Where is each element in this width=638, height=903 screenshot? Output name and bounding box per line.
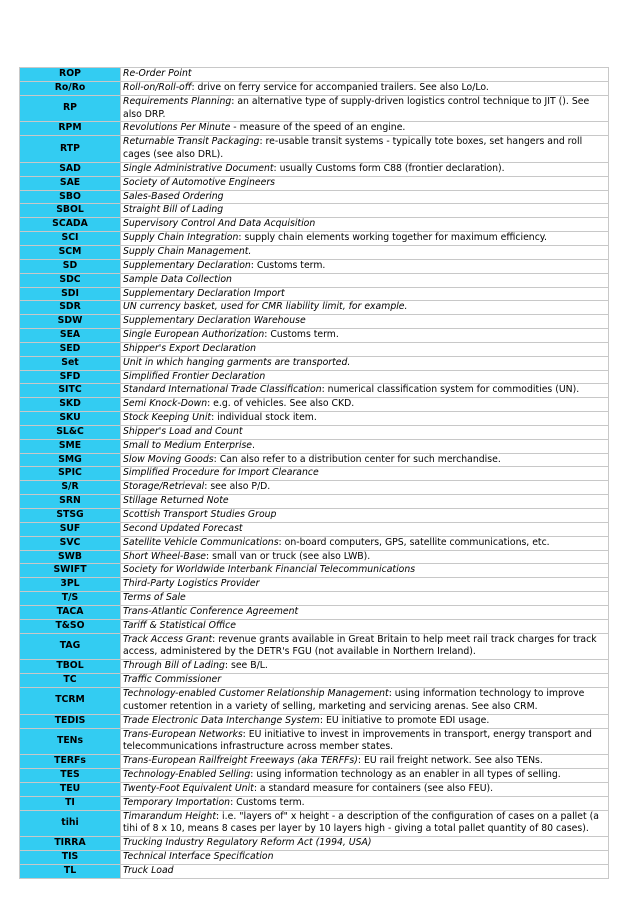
term-cell: TL [20, 864, 121, 878]
definition-name: Slow Moving Goods [123, 453, 214, 465]
definition-name: Terms of Sale [123, 592, 186, 604]
term-cell: SD [20, 259, 121, 273]
definition-name: Society for Worldwide Interbank Financial Telecommunications [123, 564, 416, 576]
term-cell: STSG [20, 509, 121, 523]
term-cell: SBO [20, 190, 121, 204]
definition-name: Requirements Planning [123, 95, 232, 107]
definition-cell [121, 605, 609, 619]
definition-cell [121, 176, 609, 190]
definition-name: Scottish Transport Studies Group [123, 509, 277, 520]
table-row [20, 81, 609, 95]
term-cell: RPM [20, 122, 121, 136]
term-cell: SBOL [20, 204, 121, 218]
definition-cell [121, 674, 609, 688]
definition-name: Standard International Trade Classification [123, 384, 322, 396]
table-row [20, 232, 609, 246]
definition-cell [121, 453, 609, 467]
term-cell: TIRRA [20, 837, 121, 851]
term-cell: SUF [20, 522, 121, 536]
definition-name: Temporary Importation [123, 796, 231, 808]
definition-name: Supplementary Declaration Warehouse [123, 315, 306, 327]
definition-text: : an alternative type of supply-driven logistics control technique to JIT (). See also DRP. [123, 95, 590, 120]
table-row [20, 755, 609, 769]
term-cell: SDI [20, 287, 121, 301]
definition-name: Returnable Transit Packaging [123, 136, 260, 148]
definition-cell [121, 755, 609, 769]
term-cell: RP [20, 95, 121, 122]
definition-text: : Can also refer to a distribution center for such merchandise. [213, 453, 501, 465]
table-row [20, 714, 609, 728]
definition-cell [121, 536, 609, 550]
definition-name: Third-Party Logistics Provider [123, 578, 260, 590]
definition-name: Sample Data Collection [123, 273, 232, 285]
definition-name: Single Administrative Document [123, 162, 274, 174]
definition-cell [121, 495, 609, 509]
definition-cell [121, 481, 609, 495]
table-row [20, 453, 609, 467]
definition-name: Society of Automotive Engineers [123, 176, 276, 188]
definition-cell [121, 68, 609, 82]
term-cell: TBOL [20, 660, 121, 674]
definition-cell [121, 467, 609, 481]
definition-name: Stillage Returned Note [123, 495, 229, 507]
definition-cell [121, 619, 609, 633]
table-row [20, 578, 609, 592]
definition-text: : Customs term. [230, 796, 305, 808]
term-cell: SRN [20, 495, 121, 509]
definition-cell [121, 509, 609, 523]
definition-name: Short Wheel-Base [123, 550, 207, 562]
definition-name: Technology-Enabled Selling [123, 769, 251, 781]
definition-cell [121, 273, 609, 287]
table-row [20, 536, 609, 550]
term-cell: SDC [20, 273, 121, 287]
definition-cell [121, 769, 609, 783]
table-row [20, 592, 609, 606]
term-cell: SVC [20, 536, 121, 550]
definition-name: Re-Order Point [123, 68, 192, 79]
definition-name: Stock Keeping Unit [123, 412, 212, 424]
definition-text: : EU initiative to invest in improvements in transport, energy transport and telecommunications infrastructure across member states. [123, 728, 592, 753]
term-cell: SCADA [20, 218, 121, 232]
definition-cell [121, 245, 609, 259]
term-cell: TI [20, 796, 121, 810]
term-cell: S/R [20, 481, 121, 495]
table-row [20, 425, 609, 439]
definition-text: : EU initiative to promote EDI usage. [319, 714, 490, 726]
table-row [20, 273, 609, 287]
definition-text: : small van or truck (see also LWB). [206, 550, 371, 562]
term-cell: SWB [20, 550, 121, 564]
table-row [20, 522, 609, 536]
definition-text: . [252, 439, 255, 451]
term-cell: T&SO [20, 619, 121, 633]
definition-cell [121, 398, 609, 412]
table-row [20, 190, 609, 204]
definition-cell [121, 728, 609, 755]
definition-name: Supply Chain Management. [123, 245, 252, 257]
table-row [20, 259, 609, 273]
table-row [20, 864, 609, 878]
definition-cell [121, 315, 609, 329]
definition-text: : see B/L. [224, 660, 268, 672]
table-row [20, 218, 609, 232]
table-row [20, 674, 609, 688]
table-row [20, 769, 609, 783]
table-row [20, 439, 609, 453]
term-cell: TENs [20, 728, 121, 755]
table-row [20, 509, 609, 523]
definition-cell [121, 578, 609, 592]
definition-cell [121, 342, 609, 356]
table-row [20, 245, 609, 259]
term-cell: SKU [20, 412, 121, 426]
term-cell: T/S [20, 592, 121, 606]
definition-name: Second Updated Forecast [123, 522, 243, 534]
definition-text: : re-usable transit systems - typically tote boxes, set hangers and roll cages (see also DRL). [123, 136, 583, 161]
table-row [20, 564, 609, 578]
table-row [20, 329, 609, 343]
definition-name: Straight Bill of Lading [123, 204, 224, 216]
definition-name: Trans-Atlantic Conference Agreement [123, 605, 299, 617]
term-cell: TC [20, 674, 121, 688]
term-cell: Ro/Ro [20, 81, 121, 95]
definition-cell [121, 425, 609, 439]
term-cell: TEU [20, 782, 121, 796]
table-row [20, 204, 609, 218]
definition-cell [121, 837, 609, 851]
definition-text: : on-board computers, GPS, satellite communications, etc. [278, 536, 550, 548]
definition-name: Simplified Frontier Declaration [123, 370, 266, 382]
glossary-table [19, 67, 609, 879]
term-cell: TIS [20, 851, 121, 865]
definition-name: Sales-Based Ordering [123, 190, 224, 202]
table-row [20, 398, 609, 412]
definition-cell [121, 122, 609, 136]
term-cell: SL&C [20, 425, 121, 439]
definition-cell [121, 384, 609, 398]
term-cell: SWIFT [20, 564, 121, 578]
term-cell: TCRM [20, 687, 121, 714]
definition-cell [121, 439, 609, 453]
table-row [20, 796, 609, 810]
definition-name: Satellite Vehicle Communications [123, 536, 279, 548]
table-row [20, 287, 609, 301]
definition-name: Revolutions Per Minute [123, 122, 231, 134]
table-row [20, 95, 609, 122]
definition-name: Simplified Procedure for Import Clearance [123, 467, 319, 479]
definition-text: : numerical classification system for commodities (UN). [321, 384, 580, 396]
table-row [20, 68, 609, 82]
term-cell: SME [20, 439, 121, 453]
term-cell: SDW [20, 315, 121, 329]
table-row [20, 633, 609, 660]
definition-name: Storage/Retrieval [123, 481, 205, 493]
definition-name: Twenty-Foot Equivalent Unit [123, 782, 254, 794]
table-row [20, 660, 609, 674]
definition-name: Traffic Commissioner [123, 674, 222, 686]
term-cell: SCI [20, 232, 121, 246]
definition-cell [121, 136, 609, 163]
table-row [20, 176, 609, 190]
table-row [20, 782, 609, 796]
table-row [20, 605, 609, 619]
definition-cell [121, 81, 609, 95]
term-cell: Set [20, 356, 121, 370]
definition-name: Truck Load [123, 864, 174, 876]
term-cell: SEA [20, 329, 121, 343]
table-row [20, 356, 609, 370]
definition-cell [121, 218, 609, 232]
definition-name: Supplementary Declaration [123, 259, 251, 271]
table-row [20, 687, 609, 714]
definition-name: Single European Authorization [123, 329, 265, 341]
term-cell: SAD [20, 162, 121, 176]
table-row [20, 728, 609, 755]
definition-cell [121, 810, 609, 837]
definition-name: Supply Chain Integration [123, 232, 239, 244]
definition-text: : a standard measure for containers (see also FEU). [253, 782, 494, 794]
definition-text: : e.g. of vehicles. See also CKD. [207, 398, 355, 410]
definition-text: : i.e. "layers of" x height - a description of the configuration of cases on a pallet (a tihi of 8 x 10, means 8 cases per layer by 10 layers high - giving a total pallet quantity of 80 cases). [123, 810, 599, 835]
table-row [20, 342, 609, 356]
definition-name: Trade Electronic Data Interchange System [123, 714, 320, 726]
table-row [20, 301, 609, 315]
definition-cell [121, 301, 609, 315]
term-cell: SKD [20, 398, 121, 412]
definition-text: : individual stock item. [211, 412, 317, 424]
definition-name: Trans-European Railfreight Freeways (aka TERFFs) [123, 755, 358, 767]
definition-text: : Customs term. [264, 329, 339, 341]
term-cell: TEDIS [20, 714, 121, 728]
definition-text: : revenue grants available in Great Britain to help meet rail track charges for track access, administered by the DETR's FGU (not available in Northern Ireland). [123, 633, 597, 658]
definition-text: : supply chain elements working together for maximum efficiency. [238, 232, 547, 244]
definition-name: Roll-on/Roll-off [123, 81, 192, 93]
term-cell: SED [20, 342, 121, 356]
definition-cell [121, 412, 609, 426]
term-cell: SMG [20, 453, 121, 467]
definition-cell [121, 259, 609, 273]
definition-cell [121, 287, 609, 301]
definition-name: Technical Interface Specification [123, 851, 274, 863]
table-row [20, 412, 609, 426]
table-row [20, 136, 609, 163]
definition-text: - measure of the speed of an engine. [230, 122, 406, 134]
table-row [20, 619, 609, 633]
definition-cell [121, 162, 609, 176]
term-cell: TAG [20, 633, 121, 660]
definition-cell [121, 95, 609, 122]
term-cell: TERFs [20, 755, 121, 769]
definition-name: UN currency basket, used for CMR liability limit, for example. [123, 301, 408, 313]
definition-cell [121, 370, 609, 384]
definition-name: Technology-enabled Customer Relationship Management [123, 687, 389, 699]
definition-text: : using information technology to improve customer retention in a variety of selling, marketing and servicing arenas. See also CRM. [123, 687, 585, 712]
definition-cell [121, 329, 609, 343]
definition-text: : Customs term. [250, 259, 326, 271]
definition-cell [121, 633, 609, 660]
table-row [20, 837, 609, 851]
term-cell: ROP [20, 68, 121, 82]
table-row [20, 467, 609, 481]
definition-cell [121, 660, 609, 674]
definition-text: : drive on ferry service for accompanied trailers. See also Lo/Lo. [191, 81, 489, 93]
table-row [20, 370, 609, 384]
term-cell: RTP [20, 136, 121, 163]
term-cell: 3PL [20, 578, 121, 592]
definition-cell [121, 522, 609, 536]
definition-cell [121, 714, 609, 728]
term-cell: SFD [20, 370, 121, 384]
definition-name: Semi Knock-Down [123, 398, 208, 410]
definition-name: Tariff & Statistical Office [123, 619, 237, 631]
definition-name: Unit in which hanging garments are transported. [123, 356, 351, 368]
definition-cell [121, 356, 609, 370]
definition-name: Shipper's Load and Count [123, 425, 243, 437]
definition-name: Shipper's Export Declaration [123, 342, 257, 354]
definition-name: Supplementary Declaration Import [123, 287, 285, 299]
term-cell: SPIC [20, 467, 121, 481]
table-row [20, 495, 609, 509]
definition-cell [121, 851, 609, 865]
definition-text: : EU rail freight network. See also TENs. [357, 755, 543, 767]
definition-cell [121, 796, 609, 810]
term-cell: SDR [20, 301, 121, 315]
term-cell: SCM [20, 245, 121, 259]
table-row [20, 122, 609, 136]
definition-cell [121, 864, 609, 878]
table-row [20, 550, 609, 564]
definition-name: Supervisory Control And Data Acquisition [123, 218, 316, 230]
definition-cell [121, 564, 609, 578]
glossary-body [20, 68, 609, 879]
definition-name: Timarandum Height [123, 810, 216, 822]
definition-name: Through Bill of Lading [123, 660, 225, 672]
table-row [20, 851, 609, 865]
definition-text: : see also P/D. [204, 481, 271, 493]
definition-cell [121, 190, 609, 204]
table-row [20, 810, 609, 837]
definition-cell [121, 232, 609, 246]
definition-text: : usually Customs form C88 (frontier declaration). [273, 162, 505, 174]
term-cell: TACA [20, 605, 121, 619]
definition-cell [121, 204, 609, 218]
table-row [20, 315, 609, 329]
definition-name: Trans-European Networks [123, 728, 243, 740]
definition-name: Track Access Grant [123, 633, 213, 645]
table-row [20, 481, 609, 495]
term-cell: SAE [20, 176, 121, 190]
table-row [20, 384, 609, 398]
definition-cell [121, 592, 609, 606]
definition-cell [121, 550, 609, 564]
definition-cell [121, 687, 609, 714]
definition-text: : using information technology as an enabler in all types of selling. [250, 769, 561, 781]
definition-name: Small to Medium Enterprise [123, 439, 253, 451]
term-cell: TES [20, 769, 121, 783]
definition-name: Trucking Industry Regulatory Reform Act (1994, USA) [123, 837, 372, 849]
term-cell: SITC [20, 384, 121, 398]
term-cell: tihi [20, 810, 121, 837]
table-row [20, 162, 609, 176]
definition-cell [121, 782, 609, 796]
